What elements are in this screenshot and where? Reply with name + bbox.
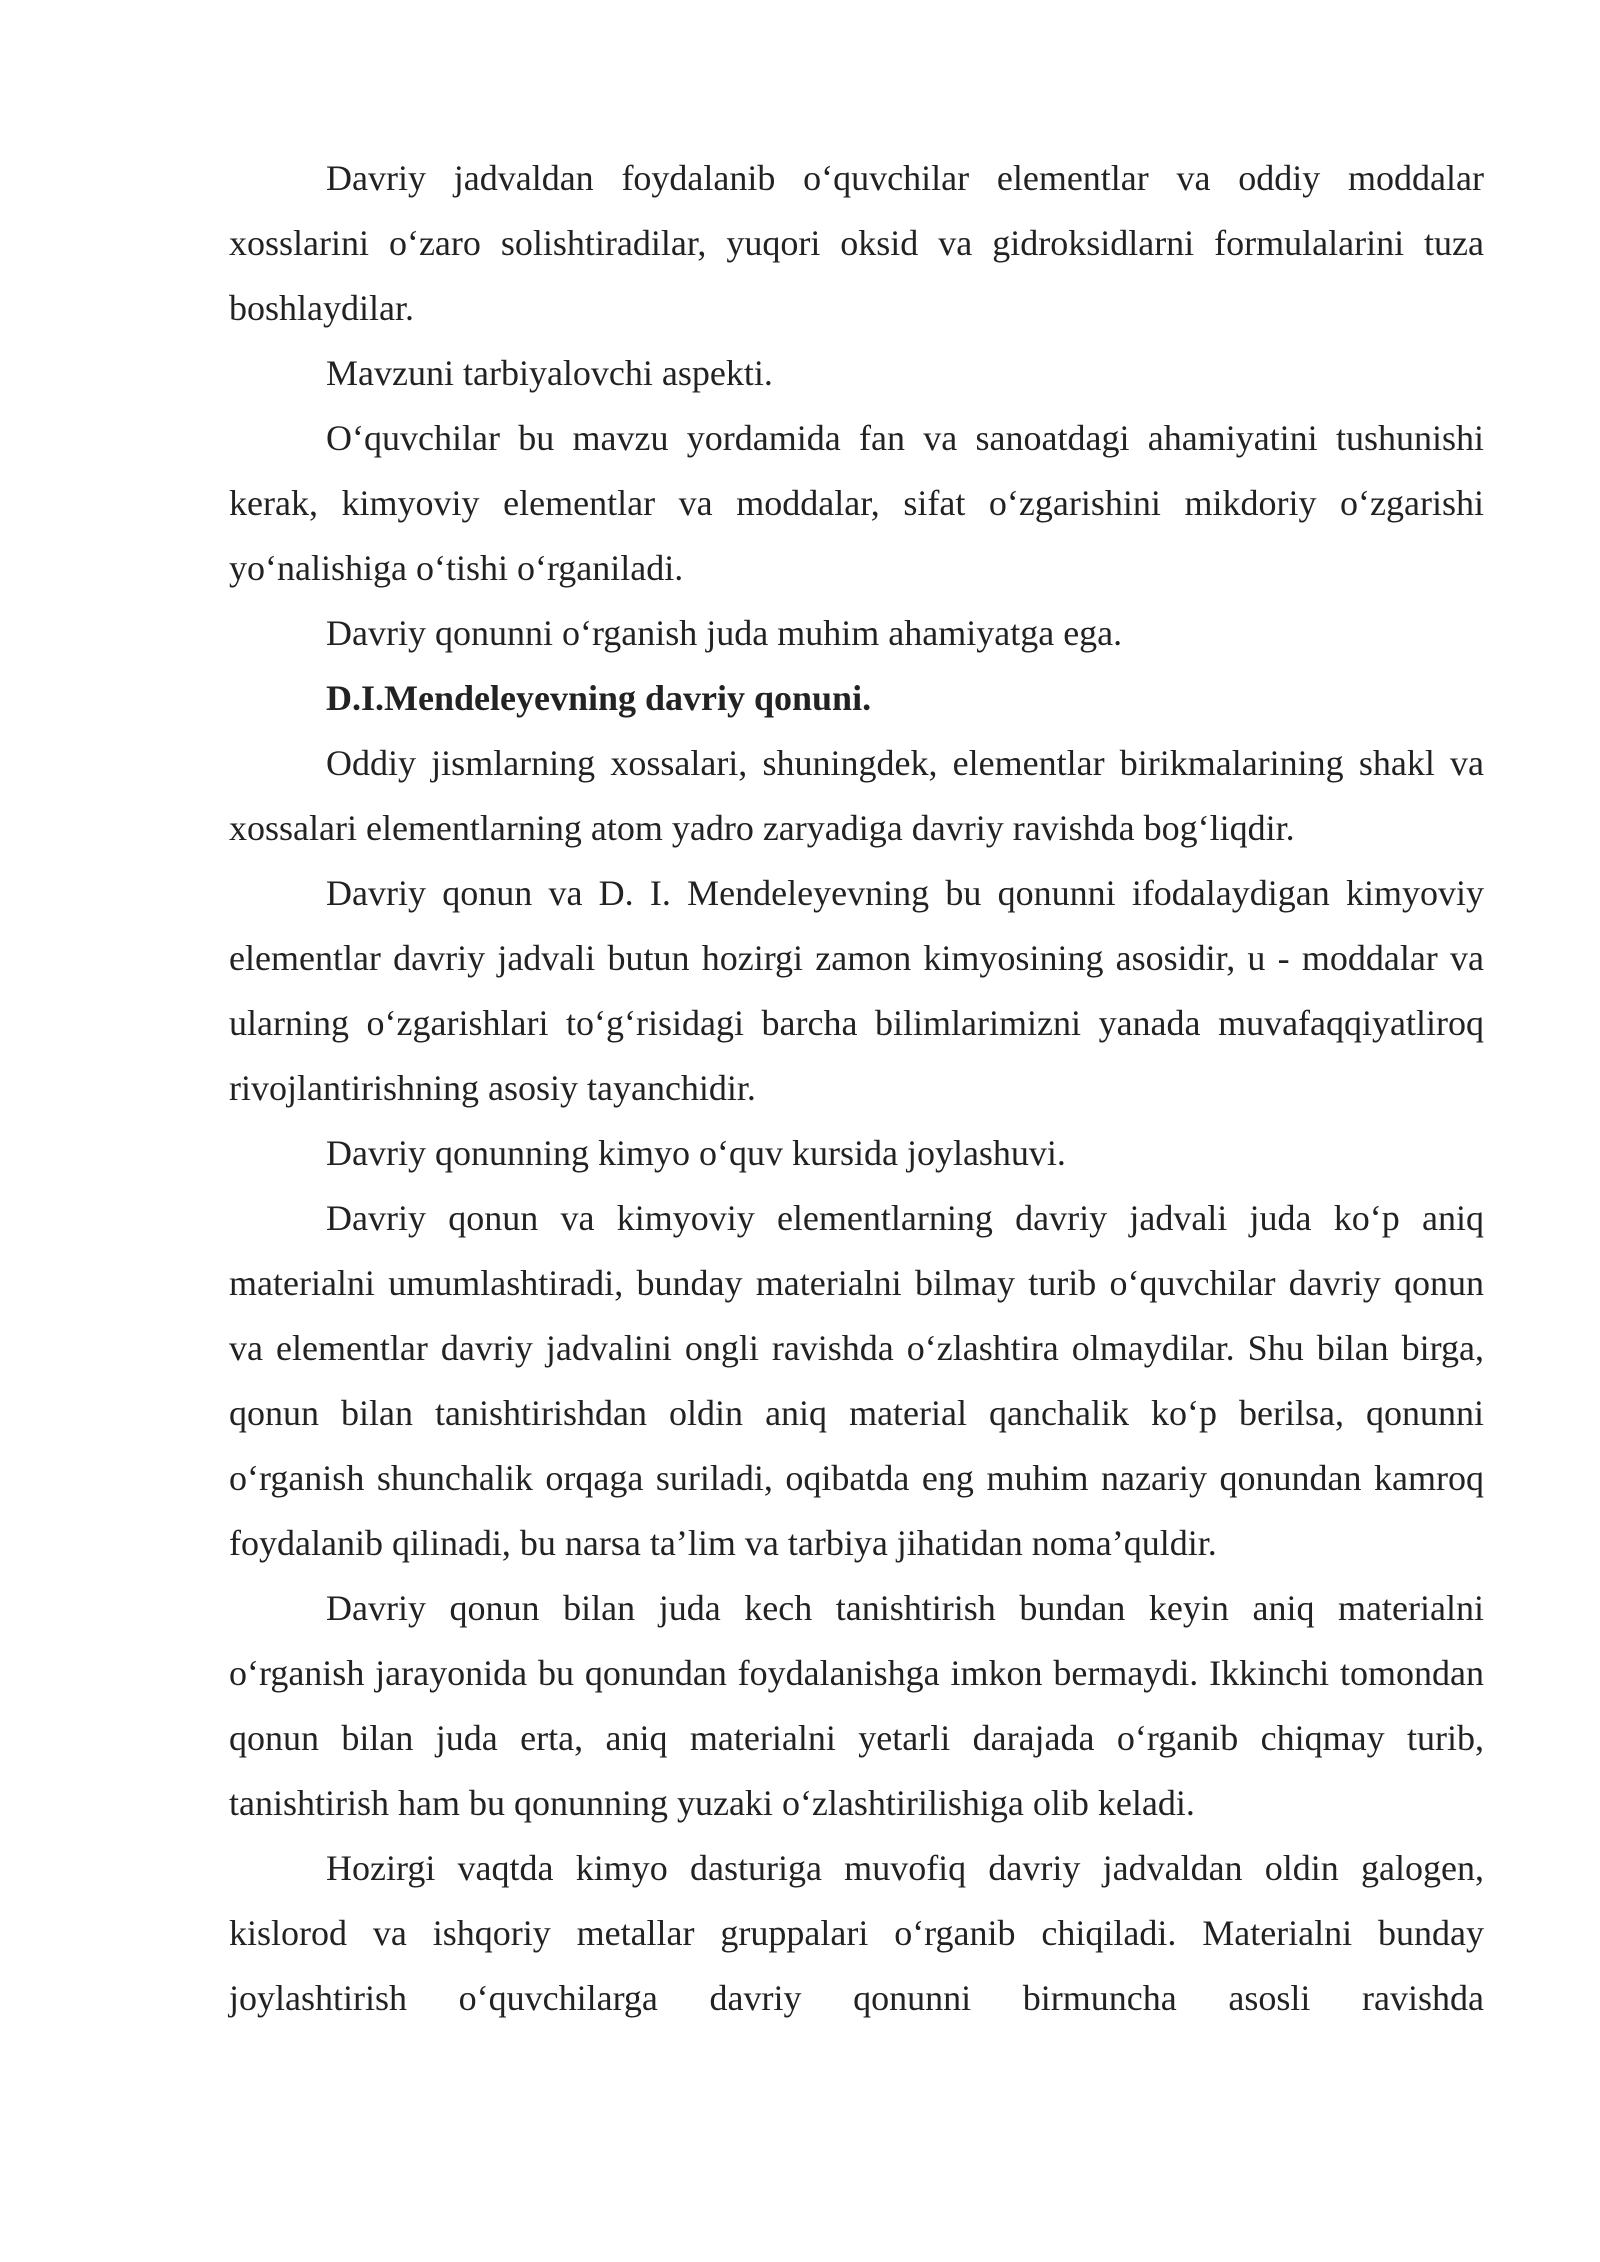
paragraph: Oddiy jismlarning xossalari, shuningdek, elementlar birikmalarining shakl va xossalari elementlarning atom yadro zaryadiga davriy ravishda bog‘liqdir. [229, 743, 1484, 848]
paragraph: Mavzuni tarbiyalovchi aspekti. [326, 353, 773, 393]
paragraph: Hozirgi vaqtda kimyo dasturiga muvofiq davriy jadvaldan oldin galogen, kislorod va ishqoriy metallar gruppalari o‘rganib chiqiladi. Materialni bunday joylashtirish o‘quvchilarga davriy qonunni birmuncha asosli ravishda [229, 1848, 1484, 2018]
paragraph: Davriy qonun bilan juda kech tanishtirish bundan keyin aniq materialni o‘rganish jarayonida bu qonundan foydalanishga imkon bermaydi. Ikkinchi tomondan qonun bilan juda erta, aniq materialni yetarli darajada o‘rganib chiqmay turib, tanishtirish ham bu qonunning yuzaki o‘zlashtirilishiga olib keladi. [229, 1588, 1484, 1823]
paragraph: Davriy jadvaldan foydalanib o‘quvchilar elementlar va oddiy moddalar xosslarini o‘zaro solishtiradilar, yuqori oksid va gidroksidlarni formulalarini tuza boshlaydilar. [229, 158, 1484, 328]
paragraph: Davriy qonunni o‘rganish juda muhim ahamiyatga ega. [326, 613, 1123, 653]
paragraph: Davriy qonun va kimyoviy elementlarning davriy jadvali juda ko‘p aniq materialni umumlashtiradi, bunday materialni bilmay turib o‘quvchilar davriy qonun va elementlar davriy jadvalini ongli ravishda o‘zlashtira olmaydilar. Shu bilan birga, qonun bilan tanishtirishdan oldin aniq material qanchalik ko‘p berilsa, qonunni o‘rganish shunchalik orqaga suriladi, oqibatda eng muhim nazariy qonundan kamroq foydalanib qilinadi, bu narsa ta’lim va tarbiya jihatidan noma’quldir. [229, 1198, 1484, 1563]
document-body [229, 146, 1484, 2031]
paragraph: Davriy qonunning kimyo o‘quv kursida joylashuvi. [326, 1133, 1066, 1173]
section-heading: D.I.Mendeleyevning davriy qonuni. [326, 678, 872, 718]
paragraph: O‘quvchilar bu mavzu yordamida fan va sanoatdagi ahamiyatini tushunishi kerak, kimyoviy elementlar va moddalar, sifat o‘zgarishini mikdoriy o‘zgarishi yo‘nalishiga o‘tishi o‘rganiladi. [229, 418, 1484, 588]
paragraph: Davriy qonun va D. I. Mendeleyevning bu qonunni ifodalaydigan kimyoviy elementlar davriy jadvali butun hozirgi zamon kimyosining asosidir, u - moddalar va ularning o‘zgarishlari to‘g‘risidagi barcha bilimlarimizni yanada muvafaqqiyatliroq rivojlantirishning asosiy tayanchidir. [229, 873, 1484, 1108]
